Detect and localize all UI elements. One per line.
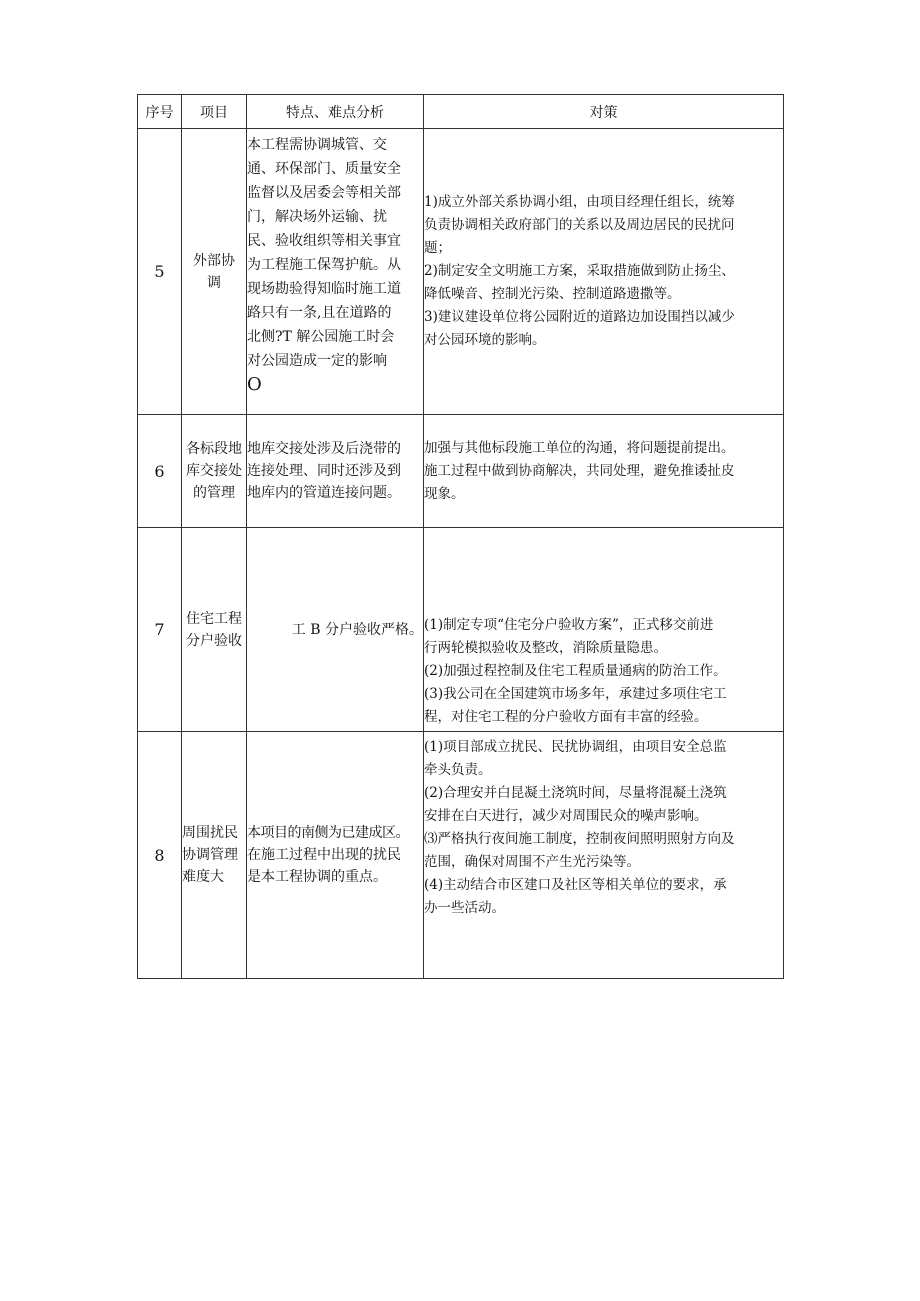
row-analysis: 地库交接处涉及后浇带的 连接处理、同时还涉及到 地库内的管道连接问题。 bbox=[247, 415, 424, 528]
table-row bbox=[138, 415, 784, 528]
row-item: 周围扰民 协调管理 难度大 bbox=[182, 732, 247, 979]
row-analysis: 本项目的南侧为已建成区。 在施工过程中出现的扰民 是本工程协调的重点。 bbox=[247, 732, 424, 979]
header-item: 项目 bbox=[182, 95, 247, 129]
table-row bbox=[138, 129, 784, 415]
row-measures: (1)项目部成立扰民、民扰协调组，由项目安全总监 牵头负责。 (2)合理安并白昆凝土浇筑时间，尽量将混凝土浇筑 安排在白天进行，减少对周围民众的噪声影响。 ⑶严格执行夜间施工制度，控制夜间照明照射方向及 范围，确保对周围不产生光污染等。 (4)主动结合市区建口及社区等相关单位的要求，承 办一些活动。 bbox=[424, 732, 784, 979]
header-no: 序号 bbox=[138, 95, 182, 129]
row-item: 外部协 调 bbox=[182, 129, 247, 415]
header-row bbox=[138, 95, 784, 129]
header-measures: 对策 bbox=[424, 95, 784, 129]
row-number: 6 bbox=[138, 415, 182, 528]
table-row bbox=[138, 528, 784, 732]
measures-table bbox=[137, 94, 784, 979]
row-analysis: 本工程需协调城管、交 通、环保部门、质量安全 监督以及居委会等相关部 门，解决场外运输、扰 民、验收组织等相关事宜 为工程施工保驾护航。从 现场勘验得知临时施工道 路只有一条,且在道路的 北侧?T 解公园施工时会 对公园造成一定的影响 O bbox=[247, 129, 424, 415]
row-item: 住宅工程 分户验收 bbox=[182, 528, 247, 732]
row-measures: 1)成立外部关系协调小组，由项目经理任组长，统筹 负责协调相关政府部门的关系以及周边居民的民扰问 题； 2)制定安全文明施工方案，采取措施做到防止扬尘、 降低噪音、控制光污染、控制道路遗撒等。 3)建议建设单位将公园附近的道路边加设围挡以减少 对公园环境的影响。 bbox=[424, 129, 784, 415]
row-number: 8 bbox=[138, 732, 182, 979]
row-measures: 加强与其他标段施工单位的沟通，将问题提前提出。 施工过程中做到协商解决，共同处理，避免推诿扯皮 现象。 bbox=[424, 415, 784, 528]
row-number: 7 bbox=[138, 528, 182, 732]
row-measures: (1)制定专项“住宅分户验收方案”，正式移交前进 行两轮模拟验收及整改，消除质量隐患。 (2)加强过程控制及住宅工程质量通病的防治工作。 (3)我公司在全国建筑市场多年，承建过多项住宅工 程，对住宅工程的分户验收方面有丰富的经验。 bbox=[424, 528, 784, 732]
row-item: 各标段地 库交接处 的管理 bbox=[182, 415, 247, 528]
table-row bbox=[138, 732, 784, 979]
header-analysis: 特点、难点分析 bbox=[247, 95, 424, 129]
row-analysis: 工 B 分户验收严格。 bbox=[247, 528, 424, 732]
row-number: 5 bbox=[138, 129, 182, 415]
